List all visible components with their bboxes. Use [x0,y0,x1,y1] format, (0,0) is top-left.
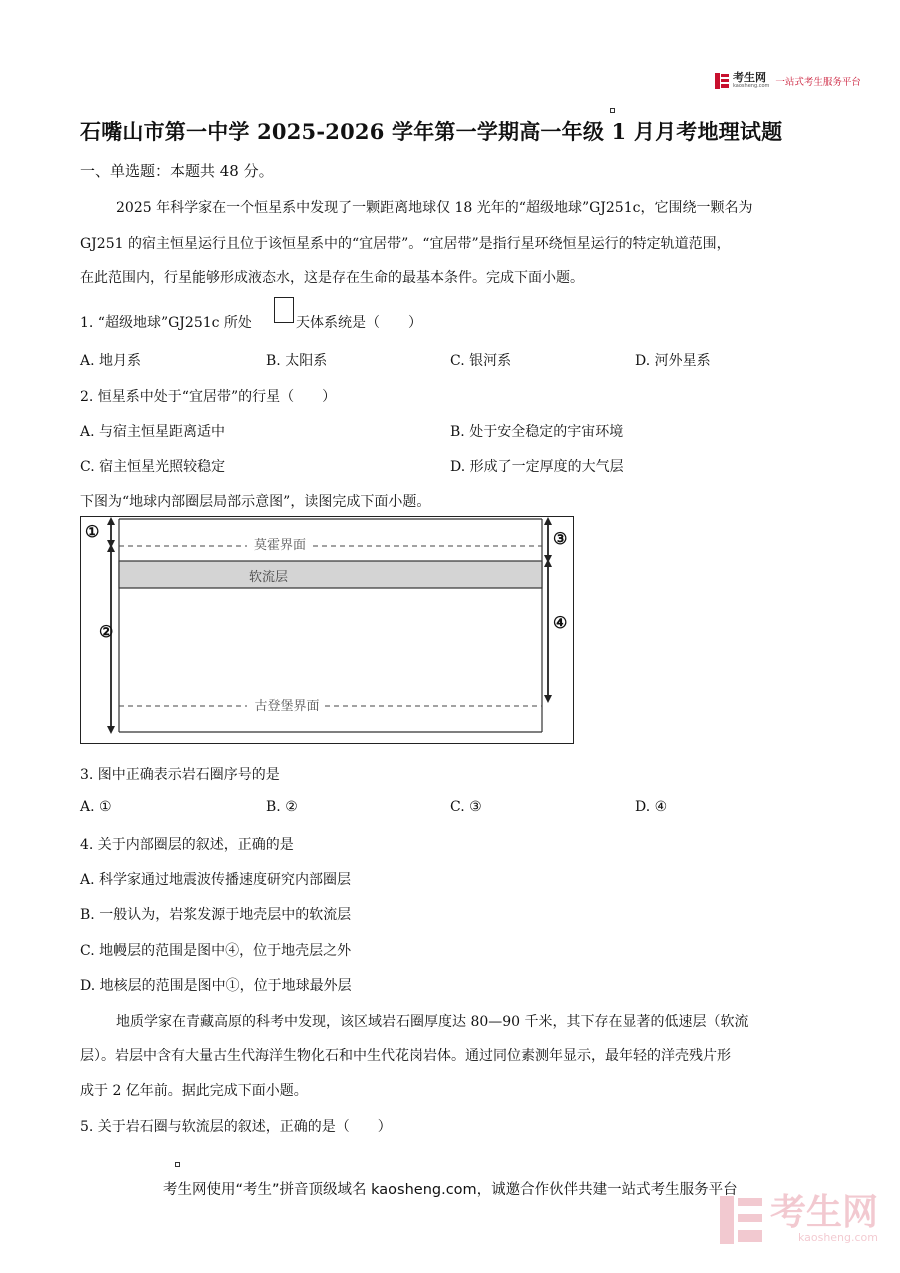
watermark-name: 考生网 [769,1192,878,1233]
q3-option-b[interactable]: B. ② [266,799,298,815]
q1-option-b[interactable]: B. 太阳系 [266,353,328,369]
passage2-line3: 成于 2 亿年前。据此完成下面小题。 [80,1083,308,1099]
marker-box-footer [175,1162,180,1167]
watermark-logo-icon [720,1196,764,1244]
marker-3: ③ [553,529,568,548]
q2-option-a[interactable]: A. 与宿主恒星距离适中 [80,424,226,440]
footer-text: 考生网使用“考生”拼音顶级域名 kaosheng.com，诚邀合作伙伴共建一站式考生服务平台 [163,1182,738,1198]
watermark-domain: kaosheng.com [797,1231,878,1244]
q1-stem-start: 1. “超级地球”GJ251c 所处 [80,315,252,331]
q2-option-c[interactable]: C. 宿主恒星光照较稳定 [80,459,226,475]
logo-name: 考生网 [733,71,766,84]
page-title: 石嘴山市第一中学 2025-2026 学年第一学期高一年级 1 月月考地理试题 [80,119,783,144]
q4-option-b[interactable]: B. 一般认为，岩浆发源于地壳层中的软流层 [80,907,352,923]
q4-option-c[interactable]: C. 地幔层的范围是图中④，位于地壳层之外 [80,943,352,959]
marker-box [610,108,615,113]
passage2-line2: 层）。岩层中含有大量古生代海洋生物化石和中生代花岗岩体。通过同位素测年显示，最年轻的洋壳残片形 [80,1048,731,1064]
q5-stem: 5. 关于岩石圈与软流层的叙述，正确的是（ ） [80,1119,392,1135]
q3-stem: 3. 图中正确表示岩石圈序号的是 [80,767,280,783]
passage1-line3: 在此范围内，行星能够形成液态水，这是存在生命的最基本条件。完成下面小题。 [80,270,584,286]
watermark [720,1192,878,1244]
q3-option-a[interactable]: A. ① [80,799,112,815]
asthenosphere-label: 软流层 [249,570,289,585]
section-heading: 一、单选题：本题共 48 分。 [80,162,274,180]
q1-stem-end: 天体系统是（ ） [296,315,422,331]
q3-option-d[interactable]: D. ④ [635,799,668,815]
cut-marker-box [274,297,294,323]
logo-slogan: 一站式考生服务平台 [775,76,861,88]
marker-1: ① [85,522,100,541]
logo-domain: kaosheng.com [733,83,770,89]
q4-option-a[interactable]: A. 科学家通过地震波传播速度研究内部圈层 [80,872,352,888]
figure-intro: 下图为“地球内部圈层局部示意图”，读图完成下面小题。 [80,494,431,510]
q2-stem: 2. 恒星系中处于“宜居带”的行星（ ） [80,389,337,405]
kaosheng-logo-icon [715,73,729,89]
earth-layers-svg [81,517,573,743]
asthenosphere-band [119,561,542,588]
passage1-line1: 2025 年科学家在一个恒星系中发现了一颗距离地球仅 18 光年的“超级地球”GJ251c，它围绕一颗名为 [116,200,753,216]
q2-option-d[interactable]: D. 形成了一定厚度的大气层 [450,459,624,475]
q1-option-d[interactable]: D. 河外星系 [635,353,711,369]
passage2-line1: 地质学家在青藏高原的科考中发现，该区域岩石圈厚度达 80—90 千米，其下存在显著的低速层（软流 [116,1014,749,1030]
marker-4: ④ [553,613,568,632]
kaosheng-logo[interactable] [715,72,861,89]
q1-option-a[interactable]: A. 地月系 [80,353,142,369]
q2-option-b[interactable]: B. 处于安全稳定的宇宙环境 [450,424,624,440]
earth-layers-diagram [80,516,574,744]
marker-2: ② [99,622,114,641]
passage1-line2: GJ251 的宿主恒星运行且位于该恒星系中的“宜居带”。“宜居带”是指行星环绕恒星运行的特定轨道范围， [80,236,731,252]
q4-stem: 4. 关于内部圈层的叙述，正确的是 [80,837,294,853]
q1-option-c[interactable]: C. 银河系 [450,353,512,369]
q3-option-c[interactable]: C. ③ [450,799,482,815]
q4-option-d[interactable]: D. 地核层的范围是图中①，位于地球最外层 [80,978,352,994]
moho-label: 莫霍界面 [253,538,306,553]
gutenberg-label: 古登堡界面 [254,699,320,714]
